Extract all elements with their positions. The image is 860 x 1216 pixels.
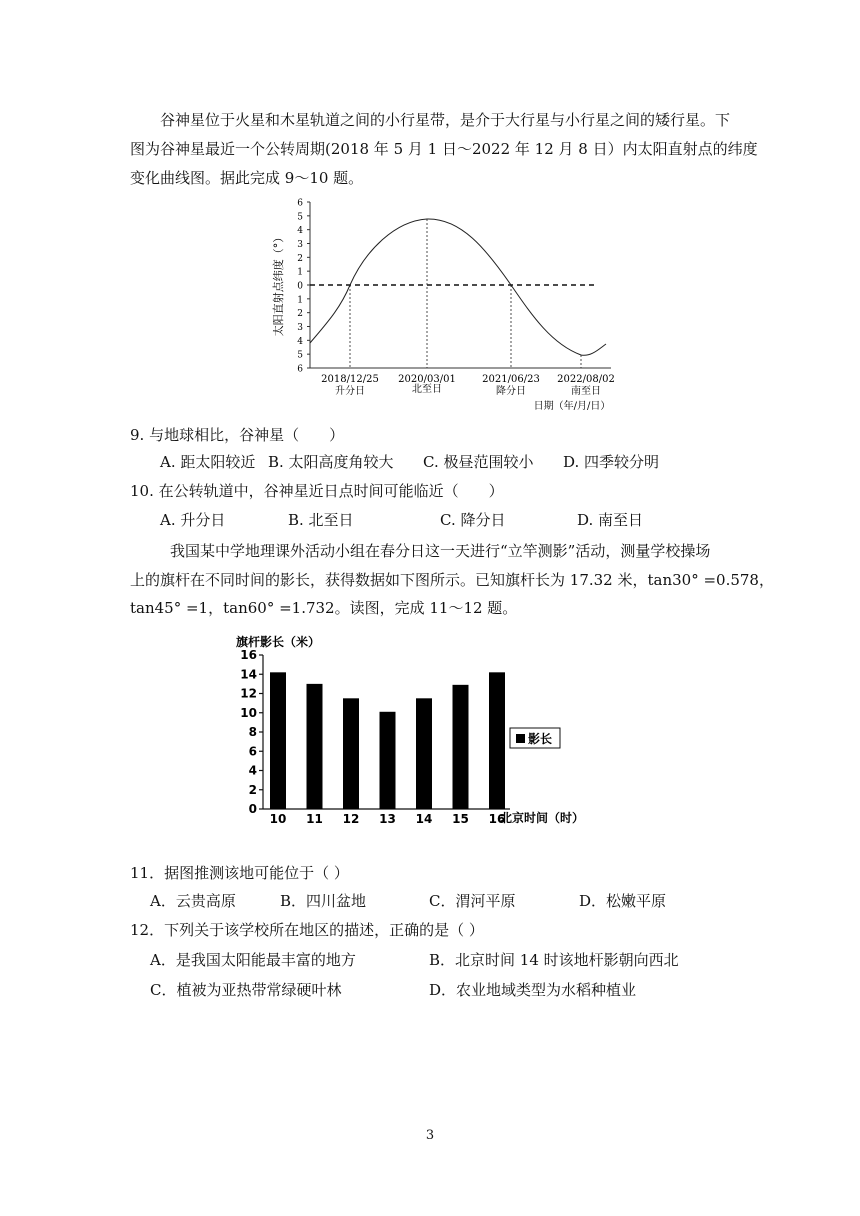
legend-label: 影长 (528, 732, 553, 746)
chart-xtick-label: 11 (306, 812, 323, 826)
marker-date-2: 2020/03/01 (398, 374, 456, 385)
q12-options-row1 (150, 950, 710, 970)
q11-option-b[interactable]: B．四川盆地 (280, 892, 367, 910)
figure1-ytick-label: 1 (297, 267, 303, 278)
chart-ytick-label: 8 (248, 725, 257, 739)
q9-option-a[interactable]: A. 距太阳较近 (160, 453, 256, 471)
chart-ytick-label: 2 (248, 782, 257, 797)
q12-stem: 12．下列关于该学校所在地区的描述，正确的是（ ） (130, 921, 484, 939)
q11-option-a[interactable]: A．云贵高原 (150, 892, 236, 910)
bar-14 (416, 698, 432, 809)
figure1-ytick-label: 3 (297, 240, 303, 250)
q10-stem: 10. 在公转轨道中，谷神星近日点时间可能临近（ ） (130, 482, 504, 500)
passage1-line3: 变化曲线图。据此完成 9～10 题。 (130, 169, 364, 187)
chart-xtick-label: 12 (342, 812, 360, 826)
bar-13 (380, 712, 396, 809)
bar-15 (453, 685, 469, 809)
bar-12 (343, 698, 359, 809)
passage2-line3: tan45° =1，tan60° =1.732。读图，完成 11～12 题。 (130, 599, 518, 617)
chart-xtick-label: 10 (269, 812, 287, 826)
q9-stem: 9. 与地球相比，谷神星（ ） (130, 426, 345, 444)
figure1-ytick-label: 1 (297, 295, 303, 306)
marker-date-3: 2021/06/23 (482, 374, 540, 385)
figure1-ytick-label: 5 (297, 212, 303, 223)
q12-option-c[interactable]: C．植被为亚热带常绿硬叶林 (150, 981, 342, 999)
q10-options (160, 510, 720, 530)
q11-options (150, 891, 710, 911)
figure1-xunit: 日期（年/月/日） (533, 401, 611, 412)
q11-stem: 11．据图推测该地可能位于（ ） (130, 864, 349, 882)
passage1-line2: 图为谷神星最近一个公转周期(2018 年 5 月 1 日～2022 年 12 月 8 日）内太阳直射点的纬度 (130, 140, 758, 158)
q10-option-a[interactable]: A. 升分日 (160, 511, 226, 529)
marker-label-1: 升分日 (335, 386, 365, 397)
q9-options (160, 452, 720, 472)
q12-option-d[interactable]: D．农业地域类型为水稻种植业 (429, 981, 637, 999)
q10-option-d[interactable]: D. 南至日 (577, 511, 644, 529)
page-number: 3 (425, 1128, 435, 1143)
chart-xtick-label: 15 (452, 812, 469, 826)
chart-legend (510, 728, 560, 748)
figure1-ytick-label: 5 (297, 350, 303, 361)
shadow-length-bar-chart (232, 630, 592, 830)
q12-option-b[interactable]: B．北京时间 14 时该地杆影朝向西北 (429, 951, 679, 969)
figure1-ytick-label: 6 (297, 198, 303, 209)
figure1-ytick-label: 3 (297, 323, 303, 333)
marker-label-2: 北至日 (412, 384, 442, 395)
solar-latitude-figure (266, 194, 616, 416)
q9-option-c[interactable]: C. 极昼范围较小 (423, 453, 534, 471)
figure1-ytick-label: 6 (297, 364, 303, 375)
chart-ytick-label: 12 (240, 686, 257, 701)
chart-xtick-label: 14 (415, 812, 433, 826)
chart-ytick-label: 0 (248, 802, 257, 816)
latitude-curve (310, 219, 606, 355)
marker-label-4: 南至日 (571, 386, 601, 397)
passage2-line1: 我国某中学地理课外活动小组在春分日这一天进行“立竿测影”活动，测量学校操场 (170, 542, 711, 560)
q12-options-row2 (150, 980, 710, 1000)
bar-11 (307, 684, 323, 809)
marker-label-3: 降分日 (496, 386, 526, 397)
figure1-ytick-label: 4 (297, 226, 303, 237)
chart-ytick-label: 4 (248, 763, 257, 778)
marker-date-1: 2018/12/25 (321, 374, 379, 385)
chart-ytick-label: 6 (248, 744, 257, 759)
marker-date-4: 2022/08/02 (557, 374, 615, 385)
chart-xtick-label: 13 (379, 812, 396, 826)
chart-ytick-label: 16 (240, 648, 257, 662)
q11-option-c[interactable]: C．渭河平原 (429, 892, 516, 910)
q10-option-c[interactable]: C. 降分日 (440, 511, 506, 529)
figure1-ylabel: 太阳直射点纬度（°） (272, 231, 285, 337)
figure1-ytick-label: 2 (297, 253, 303, 264)
passage2-line2: 上的旗杆在不同时间的影长，获得数据如下图所示。已知旗杆长为 17.32 米，tan30° =0.578， (130, 571, 774, 589)
bar-10 (270, 672, 286, 809)
q9-option-d[interactable]: D. 四季较分明 (563, 453, 660, 471)
q10-option-b[interactable]: B. 北至日 (288, 511, 354, 529)
passage1-line1: 谷神星位于火星和木星轨道之间的小行星带，是介于大行星与小行星之间的矮行星。下 (160, 111, 731, 129)
chart-ytick-label: 14 (240, 667, 257, 682)
chart-xtick-label: 16 (488, 812, 506, 826)
q12-option-a[interactable]: A．是我国太阳能最丰富的地方 (150, 951, 356, 969)
q9-option-b[interactable]: B. 太阳高度角较大 (268, 453, 394, 471)
q11-option-d[interactable]: D．松嫩平原 (579, 892, 667, 910)
chart-xlabel: 北京时间（时） (500, 811, 585, 825)
bar-16 (489, 672, 505, 809)
legend-swatch (516, 734, 525, 743)
figure1-ytick-label: 4 (297, 336, 303, 347)
figure1-ytick-label: 2 (297, 309, 303, 320)
chart-ytick-label: 10 (240, 705, 257, 720)
chart-ylabel: 旗杆影长（米） (236, 635, 321, 649)
figure1-ytick-label: 0 (297, 281, 303, 292)
